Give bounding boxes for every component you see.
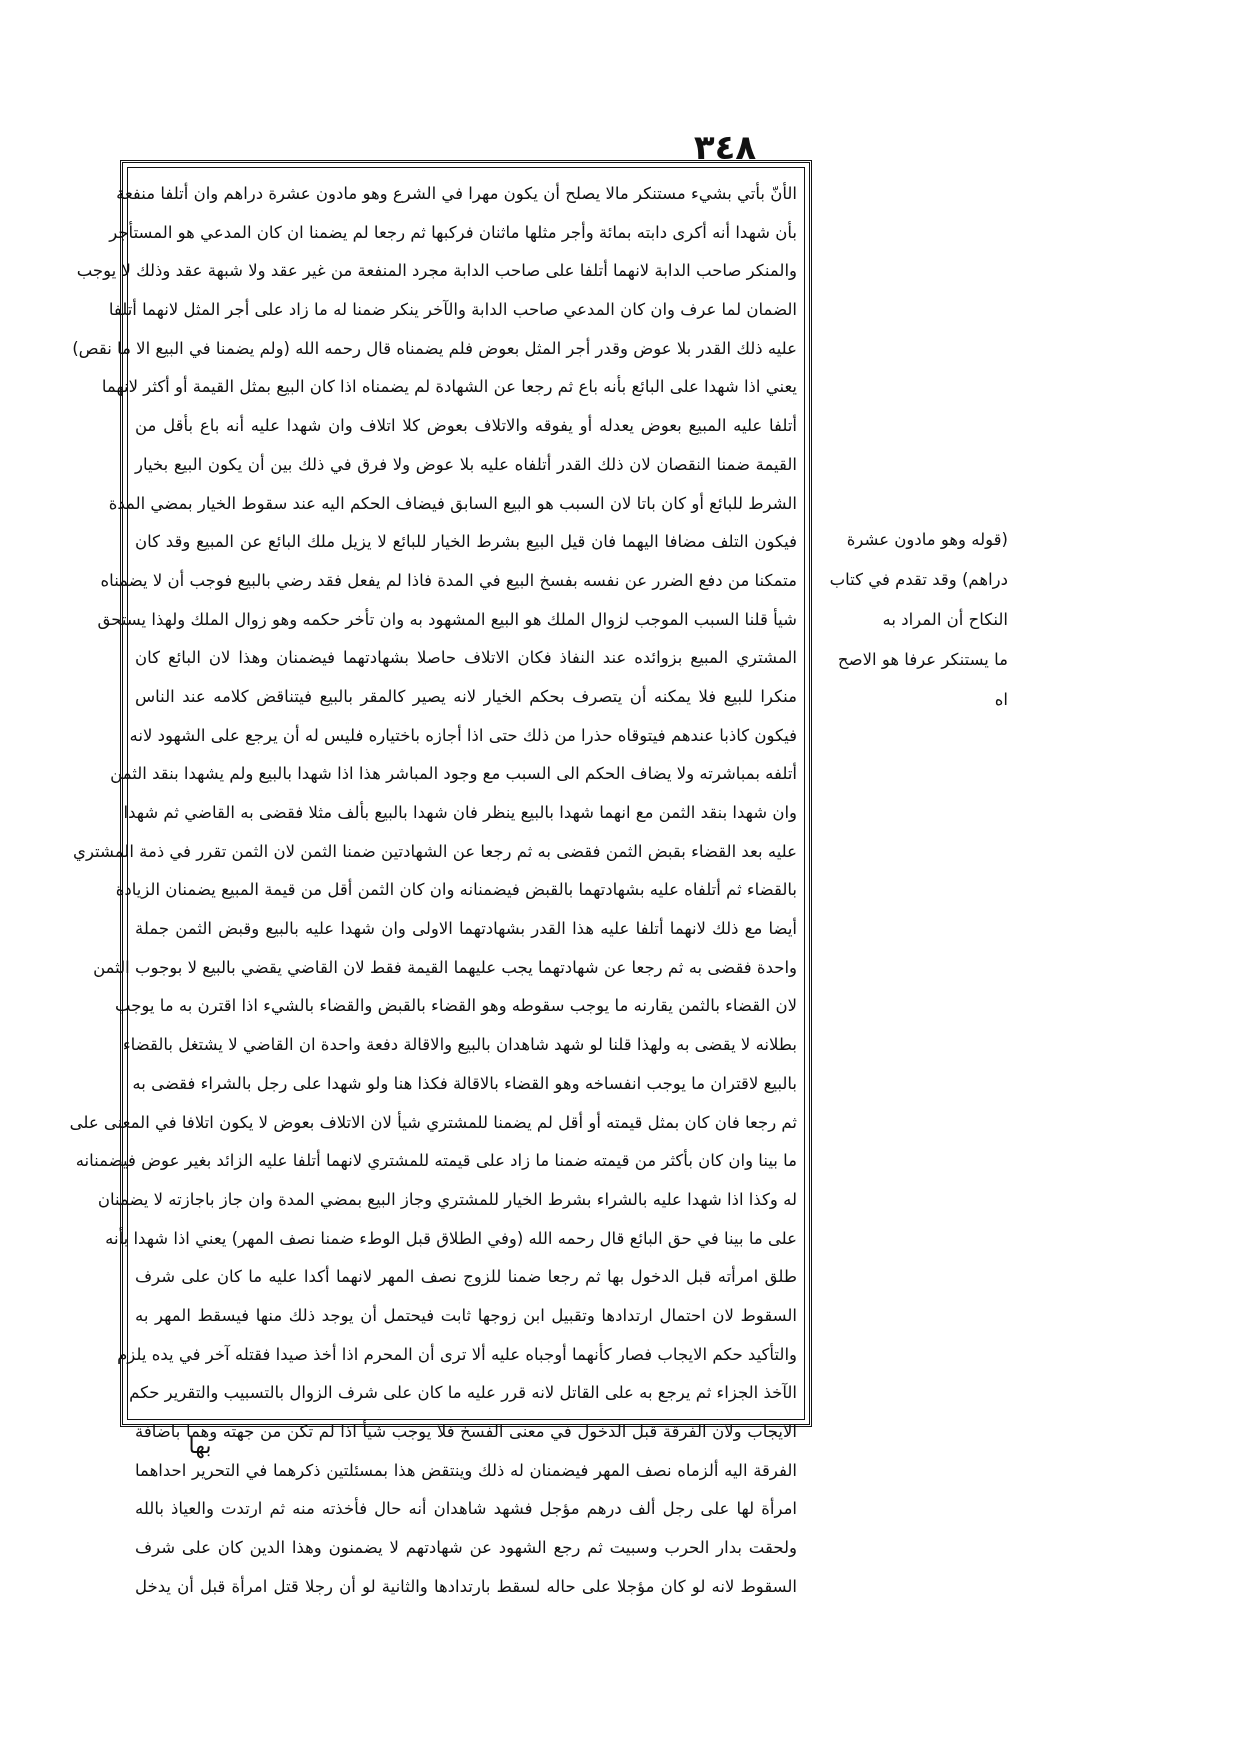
text-line: عليه بعد القضاء بقبض الثمن فقضى به ثم رجعا عن الشهادتين ضمنا الثمن لان الثمن تقرر في ذمة المشتري: [73, 841, 797, 861]
text-line: يعني اذا شهدا على البائع بأنه باع ثم رجعا عن الشهادة لم يضمناه اذا كان البيع بمثل القيمة أو أكثر لانهما: [101, 377, 797, 397]
text-line: لان القضاء بالثمن يقارنه ما يوجب سقوطه وهو القضاء بالقبض والقضاء بالشيء اذا اقترن به ما يوجب: [115, 996, 797, 1016]
margin-note: [818, 520, 1008, 720]
text-line: امرأة لها على رجل ألف درهم مؤجل فشهد شاهدان أنه حال فأخذته منه ثم ارتدت والعياذ بالله: [135, 1499, 797, 1519]
margin-note-line: (قوله وهو مادون عشرة: [846, 530, 1008, 549]
text-line: الشرط للبائع أو كان باتا لان السبب هو البيع السابق فيضاف الحكم اليه عند سقوط الخيار بمضي المدة: [108, 493, 797, 513]
text-line: الآخذ الجزاء ثم يرجع به على القاتل لانه قرر عليه ما كان على شرف الزوال بالتسبيب والتقرير حكم: [129, 1383, 797, 1403]
text-line: فيكون كاذبا عندهم فيتوقاه حذرا من ذلك حتى اذا أجازه باختياره فليس له أن يرجع على الشهود لانه: [129, 725, 797, 745]
text-line: بطلانه لا يقضى به ولهذا قلنا لو شهد شاهدان بالبيع والاقالة دفعة واحدة ان القاضي لا يشتغل بالقضاء: [122, 1035, 797, 1055]
text-line: الضمان لما عرف وان كان المدعي صاحب الدابة والآخر ينكر ضمنا له ما زاد على أجر المثل لانهما أتلفا: [108, 300, 797, 320]
text-line: واحدة فقضى به ثم رجعا عن شهادتهما يجب عليهما القيمة فقط لان القاضي يقضي بالبيع لا بوجوب الثمن: [93, 957, 797, 977]
text-line: السقوط لانه لو كان مؤجلا على حاله لسقط بارتدادها والثانية لو أن رجلا قتل امرأة قبل أن يدخل: [135, 1576, 797, 1596]
text-line: ثم رجعا فان كان بمثل قيمته أو أقل لم يضمنا للمشتري شيأ لان الاتلاف بعوض لا يكون اتلافا في المعنى على: [69, 1112, 797, 1132]
text-line: والتأكيد حكم الايجاب فصار كأنهما أوجباه عليه ألا ترى أن المحرم اذا أخذ صيدا فقتله آخر في يده يلزم: [117, 1344, 797, 1364]
text-line: أيضا مع ذلك لانهما أتلفا عليه هذا القدر بشهادتهما الاولى وان شهدا عليه بالبيع وقبض الثمن جملة: [135, 919, 797, 939]
margin-note-line: دراهم) وقد تقدم في كتاب: [829, 570, 1008, 589]
margin-note-line: النكاح أن المراد به: [882, 610, 1008, 629]
text-line: عليه ذلك القدر بلا عوض وقدر أجر المثل بعوض فلم يضمناه قال رحمه الله (ولم يضمنا في البيع الا ما نقص): [72, 338, 797, 358]
text-line: طلق امرأته قبل الدخول بها ثم رجعا ضمنا للزوج نصف المهر لانهما أكدا عليه ما كان على شرف: [135, 1267, 797, 1287]
catchword: بها: [188, 1434, 212, 1459]
text-line: القيمة ضمنا النقصان لان ذلك القدر أتلفاه عليه بلا عوض ولا فرق في ذلك بين أن يكون البيع بخيار: [135, 454, 797, 474]
text-line: فيكون التلف مضافا اليهما فان قيل البيع بشرط الخيار للبائع لا يزيل ملك البائع عن المبيع وقد كان: [135, 532, 797, 552]
text-line: الايجاب ولان الفرقة قبل الدخول في معنى الفسخ فلا يوجب شيأ اذا لم تكن من جهته وهما باضافة: [135, 1422, 797, 1441]
text-line: وان شهدا بنقد الثمن مع انهما شهدا بالبيع ينظر فان شهدا بالبيع بألف مثلا فقضى به القاضي ثم شهدا: [123, 803, 797, 822]
text-line: والمنكر صاحب الدابة لانهما أتلفا على صاحب الدابة مجرد المنفعة من غير عقد ولا شبهة عقد وذلك لا يوجب: [76, 261, 797, 281]
text-line: أتلفه بمباشرته ولا يضاف الحكم الى السبب مع وجود المباشر هذا اذا شهدا بالبيع ولم يشهدا بنقد الثمن: [110, 764, 797, 784]
text-line: على ما بينا في حق البائع قال رحمه الله (وفي الطلاق قبل الوطء ضمنا نصف المهر) يعني اذا شهدا بأنه: [105, 1228, 797, 1248]
text-line: الأنّ بأتي بشيء مستنكر مالا يصلح أن يكون مهرا في الشرع وهو مادون عشرة دراهم وان أتلفا منفعة: [116, 184, 797, 203]
text-line: المشتري المبيع بزوائده عند النفاذ فكان الاتلاف حاصلا بشهادتهما فيضمنان وهذا لان البائع كان: [135, 648, 797, 668]
main-text-body: [69, 175, 797, 1596]
margin-note-line: اه: [994, 690, 1008, 709]
text-line: الفرقة اليه ألزماه نصف المهر فيضمنان له ذلك وينتقض هذا بمسئلتين ذكرهما في التحرير احداهما: [135, 1460, 797, 1480]
text-line: شيأ قلنا السبب الموجب لزوال الملك هو البيع المشهود به وان تأخر حكمه وهو زوال الملك ولهذا يستحق: [97, 609, 797, 629]
margin-note-line: ما يستنكر عرفا هو الاصح: [837, 650, 1008, 669]
text-line: بالبيع لاقتران ما يوجب انفساخه وهو القضاء بالاقالة فكذا هنا ولو شهدا على رجل بالشراء فقضى به: [132, 1073, 797, 1093]
text-line: له وكذا اذا شهدا عليه بالشراء بشرط الخيار للمشتري وجاز البيع بمضي المدة وان جاز باجازته لا يضمنان: [97, 1189, 797, 1209]
text-line: السقوط لان احتمال ارتدادها وتقبيل ابن زوجها ثابت فيحتمل أن يوجد ذلك منها فيسقط المهر به: [135, 1305, 797, 1325]
page-number: ٣٤٨: [693, 128, 757, 168]
text-line: ولحقت بدار الحرب وسبيت ثم رجع الشهود عن شهادتهم لا يضمنون وهذا الدين كان على شرف: [135, 1538, 797, 1558]
text-line: متمكنا من دفع الضرر عن نفسه بفسخ البيع في المدة فاذا لم يفعل فقد رضي بالبيع فوجب أن لا يضمناه: [100, 570, 797, 590]
main-text-frame: [69, 160, 812, 1596]
text-line: بأن شهدا أنه أكرى دابته بمائة وأجر مثلها ماثنان فركبها ثم رجعا لم يضمنا ان كان المدعي هو المستأجر: [109, 222, 797, 242]
text-line: بالقضاء ثم أتلفاه عليه بشهادتهما بالقبض فيضمنانه وان كان الثمن أقل من قيمة المبيع يضمنان الزيادة: [115, 880, 797, 900]
text-line: منكرا للبيع فلا يمكنه أن يتصرف بحكم الخيار لانه يصير كالمقر بالبيع فيتناقض كلامه عند الناس: [135, 686, 797, 706]
text-line: ما بينا وان كان بأكثر من قيمته ضمنا ما زاد على قيمته للمشتري لانهما أتلفا عليه الزائد بغير عوض فيضمنانه: [75, 1151, 797, 1171]
text-line: أتلفا عليه المبيع بعوض يعدله أو يفوقه والاتلاف بعوض كلا اتلاف وان شهدا عليه أنه باع بأقل من: [135, 416, 797, 436]
